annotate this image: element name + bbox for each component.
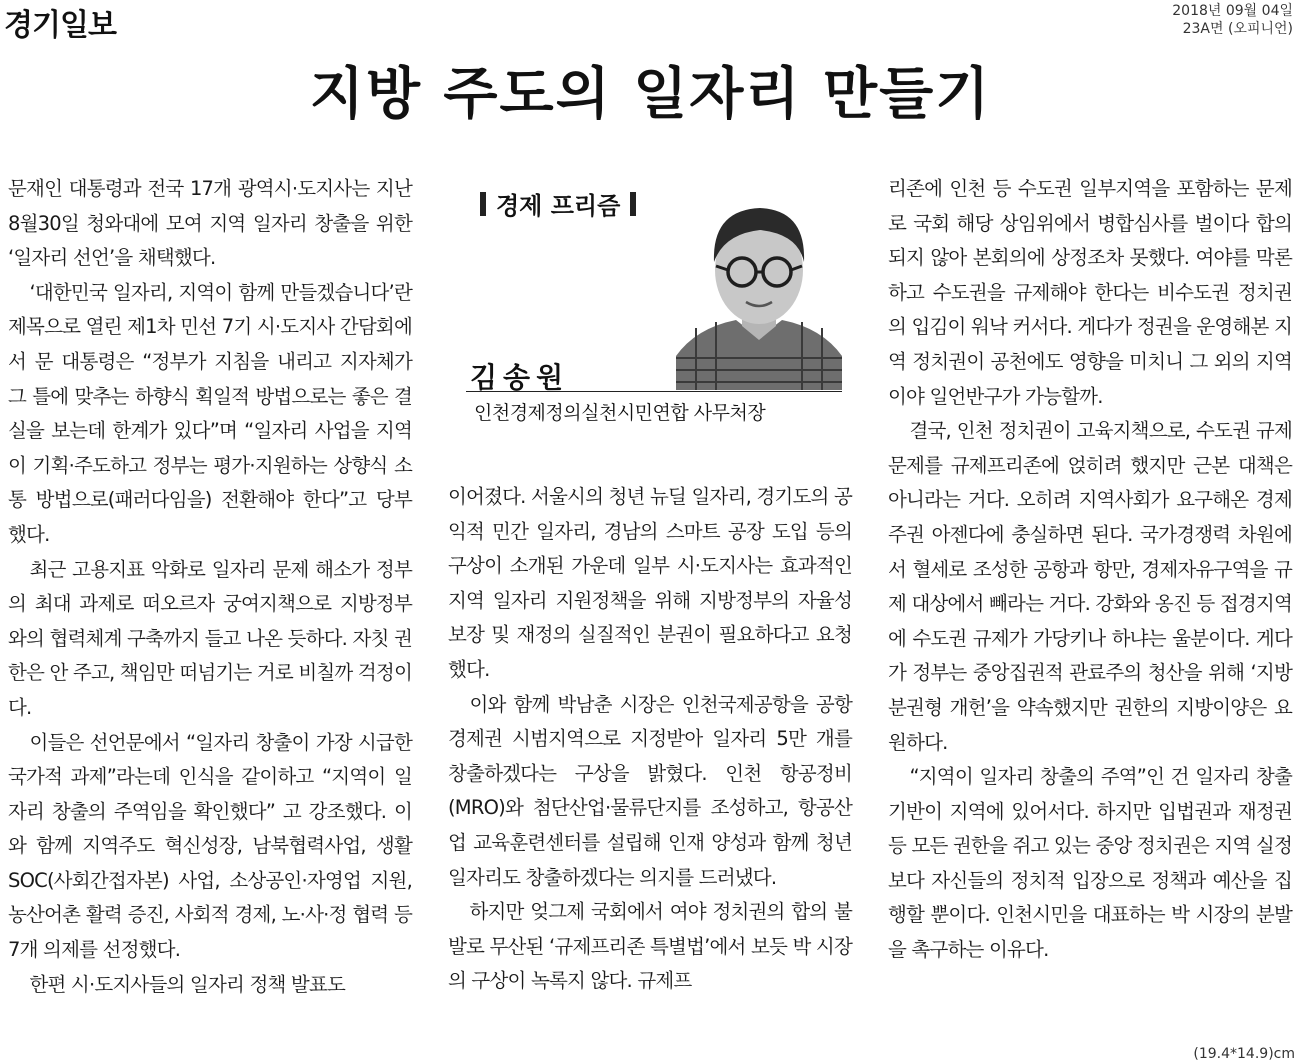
paragraph: 이어졌다. 서울시의 청년 뉴딜 일자리, 경기도의 공익적 민간 일자리, 경남의 스마트 공장 도입 등의 구상이 소개된 가운데 일부 시·도지사는 효과적인 지역 일자리 지원정책을 위해 지방정부의 자율성 보장 및 재정의 실질적인 분권이 필요하다고 요청했다. (448, 485, 852, 681)
paragraph: 최근 고용지표 악화로 일자리 문제 해소가 정부의 최대 과제로 떠오르자 궁여지책으로 지방정부와의 협력체계 구축까지 들고 나온 듯하다. 자칫 권한은 안 주고, 책임만 떠넘기는 거로 비칠까 걱정이다. (8, 557, 412, 719)
badge-bar-right (630, 192, 636, 216)
paragraph: “지역이 일자리 창출의 주역”인 건 일자리 창출 기반이 지역에 있어서다. 하지만 입법권과 재정권 등 모든 권한을 쥐고 있는 중앙 정치권은 지역 실정보다 자신들의 정치적 입장으로 정책과 예산을 집행할 뿐이다. 인천시민을 대표하는 박 시장의 분발을 촉구하는 이유다. (888, 765, 1292, 962)
article-headline: 지방 주도의 일자리 만들기 (309, 61, 992, 127)
publication-date: 2018년 09월 04일 (1172, 3, 1293, 19)
author-divider (466, 391, 842, 392)
article-column-1 (8, 172, 412, 1002)
paragraph: 이와 함께 박남춘 시장은 인천국제공항을 공항경제권 시범지역으로 지정받아 일자리 5만 개를 창출하겠다는 구상을 밝혔다. 인천 항공정비(MRO)와 첨단산업·물류단지를 조성하고, 항공산업 교육훈련센터를 설립해 인재 양성과 함께 청년 일자리도 창출하겠다는 의지를 드러냈다. (448, 692, 852, 889)
paragraph: 결국, 인천 정치권이 고육지책으로, 수도권 규제 문제를 규제프리존에 얹히려 했지만 근본 대책은 아니라는 거다. 오히려 지역사회가 요구해온 경제주권 아젠다에 충실하면 된다. 국가경쟁력 차원에서 혈세로 조성한 공항과 항만, 경제자유구역을 규제 대상에서 빼라는 거다. 강화와 옹진 등 접경지역에 수도권 규제가 가당키나 하냐는 울분이다. 게다가 정부는 중앙집권적 관료주의 청산을 위해 ‘지방분권형 개헌’을 약속했지만 권한의 지방이양은 요원하다. (888, 419, 1292, 754)
publication-meta (1172, 2, 1293, 38)
author-photo (676, 188, 842, 390)
column-section-badge (470, 186, 646, 221)
article-column-3 (888, 172, 1292, 968)
column-section-label: 경제 프리즘 (496, 192, 621, 220)
author-title: 인천경제정의실천시민연합 사무처장 (474, 402, 766, 424)
article-column-2 (448, 480, 852, 999)
paragraph: 이들은 선언문에서 “일자리 창출이 가장 시급한 국가적 과제”라는데 인식을 같이하고 “지역이 일자리 창출의 주역임을 확인했다” 고 강조했다. 이와 함께 지역주도 혁신성장, 남북협력사업, 생활 SOC(사회간접자본) 사업, 소상공인·자영업 지원, 농산어촌 활력 증진, 사회적 경제, 노·사·정 협력 등 7개 의제를 선정했다. (8, 730, 412, 962)
paragraph: 한편 시·도지사들의 일자리 정책 발표도 (29, 972, 346, 996)
paragraph: ‘대한민국 일자리, 지역이 함께 만들겠습니다’란 제목으로 열린 제1차 민선 7기 시·도지사 간담회에서 문 대통령은 “정부가 지침을 내리고 지자체가 그 틀에 맞추는 하향식 획일적 방법으로는 좋은 결실을 보는데 한계가 있다”며 “일자리 사업을 지역이 기획·주도하고 정부는 평가·지원하는 상향식 소통 방법으로(패러다임을) 전환해야 한다”고 당부했다. (8, 280, 412, 546)
clipping-size-note: (19.4*14.9)cm (1193, 1046, 1295, 1062)
badge-bar-left (480, 192, 486, 216)
paragraph: 리존에 인천 등 수도권 일부지역을 포함하는 문제로 국회 해당 상임위에서 병합심사를 벌이다 합의되지 않아 본회의에 상정조차 못했다. 여야를 막론하고 수도권을 규제해야 한다는 비수도권 정치권의 입김이 워낙 커서다. 게다가 정권을 운영해본 지역 정치권이 공천에도 영향을 미치니 그 외의 지역이야 일언반구가 가능할까. (888, 177, 1292, 408)
newspaper-masthead: 경기일보 (4, 8, 116, 43)
page-section: 23A면 (오피니언) (1182, 21, 1293, 37)
paragraph: 하지만 엊그제 국회에서 여야 정치권의 합의 불발로 무산된 ‘규제프리존 특별법’에서 보듯 박 시장의 구상이 녹록지 않다. 규제프 (448, 900, 852, 993)
author-name: 김송원 (470, 361, 570, 394)
paragraph: 문재인 대통령과 전국 17개 광역시·도지사는 지난 8월30일 청와대에 모여 지역 일자리 창출을 위한 ‘일자리 선언’을 채택했다. (8, 177, 412, 270)
